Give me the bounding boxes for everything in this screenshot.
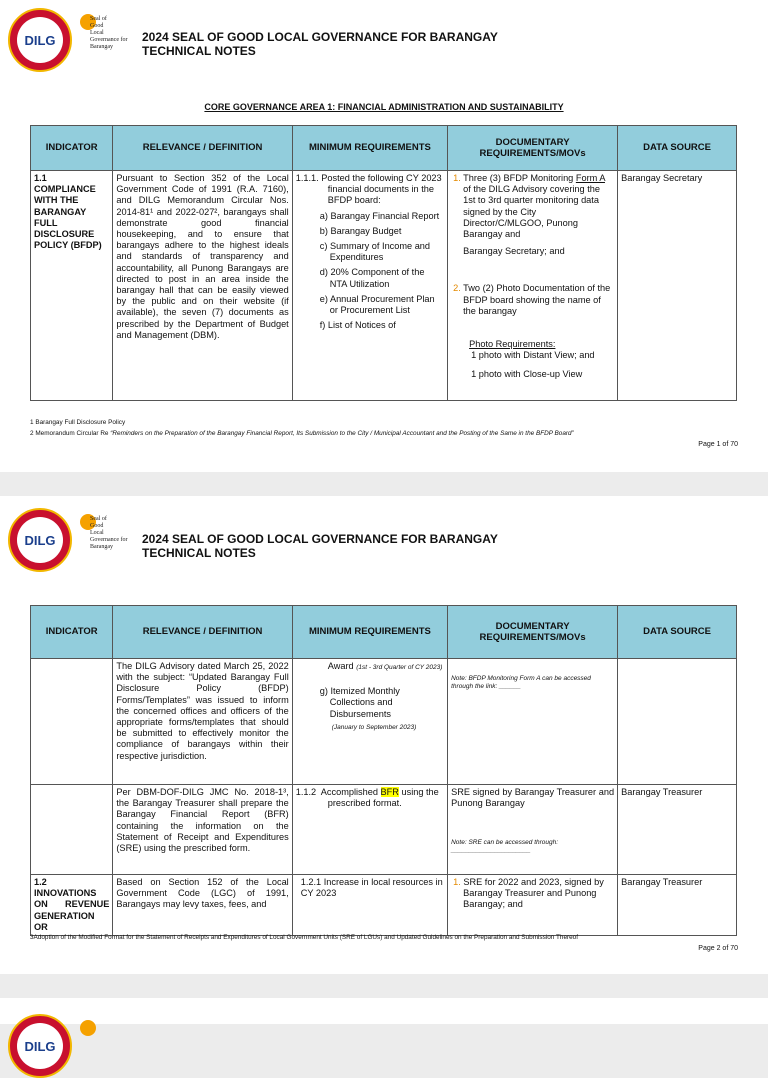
mov-cell: 1. Three (3) BFDP Monitoring Form A of the DILG Advisory covering the 1st to 3rd quarter monitoring data signed by the City Director/C/MLGOO, Punong Barangay and Barangay Secretary; and 2. Two (2) Photo Documentation of the BFDP board showing the name of the barangay Photo Requirements: 1 photo with Distant View; and 1 photo with Close-up View (448, 171, 618, 401)
table-row (31, 785, 737, 875)
col-header-relevance: RELEVANCE / DEFINITION (113, 126, 292, 171)
seal-line: Local (90, 30, 104, 36)
sglg-seal-logo (80, 10, 138, 66)
mov-cell: SRE signed by Barangay Treasurer and Punong Barangay Note: SRE can be accessed through: ______________________ (448, 785, 618, 875)
page-number: Page 1 of 70 (698, 441, 738, 448)
sglg-seal-logo (80, 1016, 138, 1072)
mov-cell: Note: BFDP Monitoring Form A can be accessed through the link: ______ (448, 659, 618, 785)
indicator-table (30, 605, 737, 936)
min-req-cell: Award (1st - 3rd Quarter of CY 2023) g) Itemized Monthly Collections and Disbursements (January to September 2023) (292, 659, 447, 785)
indicator-cell: 1.1 COMPLIANCE WITH THE BARANGAY FULL DISCLOSURE POLICY (BFDP) (31, 171, 113, 401)
min-req-item: b) Barangay Budget (319, 225, 402, 236)
data-source-cell: Barangay Treasurer (618, 785, 737, 875)
relevance-cell: The DILG Advisory dated March 25, 2022 with the subject: “Updated Barangay Full Disclosure Policy (BFDP) Forms/Templates” was issued to inform the concerned offices and officers of the appropriate forms/templates that should be submitted to effectively monitor the compliance of barangays within their respective jurisdiction. (113, 659, 292, 785)
dilg-logo-text: DILG (17, 1023, 63, 1069)
dilg-logo (8, 508, 72, 572)
relevance-cell: Pursuant to Section 352 of the Local Government Code of 1991 (R.A. 7160), and DILG Memorandum Circular Nos. 2014-81¹ and 2022-027², barangays shall demonstrate good financial housekeeping, and to ensure that barangays adhere to the highest ideals and standards of transparency and accountability, all Punong Barangays are directed to post in an area inside the barangay hall that can be easily viewed by the public and on their website (if available), the seven (7) documents as prescribed by the Department of Budget and Management (DBM). (113, 171, 292, 401)
min-req-cell: 1.1.1. Posted the following CY 2023 financial documents in the BFDP board: a) Barangay Financial Report b) Barangay Budget c) Summary of Income and Expenditures d) 20% Component of the NTA Utilization e) Annual Procurement Plan or Procurement List f) List of Notices of (292, 171, 447, 401)
sun-icon (80, 1020, 96, 1036)
min-req-cell: 1.2.1 Increase in local resources in CY 2023 (292, 875, 447, 936)
col-header-mov: DOCUMENTARY REQUIREMENTS/MOVs (448, 126, 618, 171)
seal-line: Governance for (90, 37, 128, 43)
min-req-item: d) 20% Component of the NTA Utilization (319, 267, 425, 289)
col-header-min-req: MINIMUM REQUIREMENTS (292, 126, 447, 171)
data-source-cell: Barangay Secretary (618, 171, 737, 401)
dilg-logo (8, 8, 72, 72)
min-req-item: e) Annual Procurement Plan or Procurement List (319, 293, 435, 316)
data-source-cell: Barangay Treasurer (618, 875, 737, 936)
governance-area-title: CORE GOVERNANCE AREA 1: FINANCIAL ADMINISTRATION AND SUSTAINABILITY (204, 102, 564, 112)
document-title: 2024 SEAL OF GOOD LOCAL GOVERNANCE FOR BARANGAY TECHNICAL NOTES (142, 30, 498, 58)
min-req-item: c) Summary of Income and Expenditures (319, 241, 431, 263)
sglg-seal-logo (80, 510, 138, 566)
seal-line: Governance for (90, 537, 128, 543)
footnote: 2 Memorandum Circular Re “Reminders on the Preparation of the Barangay Financial Report, Its Submission to the City / Municipal Accountant and the Posting of the Same in the BFDP Board” (30, 430, 574, 437)
table-header-row (31, 126, 737, 171)
seal-line: Local (90, 530, 104, 536)
indicator-table (30, 125, 737, 401)
col-header-indicator: INDICATOR (31, 126, 113, 171)
dilg-logo-text: DILG (17, 517, 63, 563)
table-row (31, 171, 737, 401)
footnote: 1 Barangay Full Disclosure Policy (30, 419, 126, 426)
seal-line: Seal of (90, 516, 107, 522)
seal-line: Barangay (90, 544, 113, 550)
dilg-logo-text: DILG (17, 17, 63, 63)
document-page-1 (0, 0, 768, 472)
relevance-cell: Per DBM-DOF-DILG JMC No. 2018-1³, the Barangay Treasurer shall prepare the Barangay Financial Report (BFR) containing the information on the Statement of Receipt and Expenditures (SRE) using the prescribed form. (113, 785, 292, 875)
col-header-min-req: MINIMUM REQUIREMENTS (292, 606, 447, 659)
table-row (31, 659, 737, 785)
seal-line: Good (90, 523, 104, 529)
min-req-item: a) Barangay Financial Report (319, 210, 440, 221)
footnote: 3Adoption of the Modified Format for the Statement of Receipts and Expenditures of Local Government Units (SRE of LGUs) and Updated Guidelines on the Preparation and Submission Thereof (30, 934, 579, 941)
seal-line: Good (90, 23, 104, 29)
min-req-cell: 1.1.2 Accomplished BFR using the prescribed format. (292, 785, 447, 875)
col-header-mov: DOCUMENTARY REQUIREMENTS/MOVs (448, 606, 618, 659)
seal-line: Barangay (90, 44, 113, 50)
col-header-source: DATA SOURCE (618, 606, 737, 659)
table-header-row (31, 606, 737, 659)
indicator-cell: 1.2 INNOVATIONS ON REVENUE GENERATION OR (31, 875, 113, 936)
document-page-3 (0, 998, 768, 1054)
col-header-source: DATA SOURCE (618, 126, 737, 171)
min-req-item: f) List of Notices of (319, 320, 396, 331)
col-header-relevance: RELEVANCE / DEFINITION (113, 606, 292, 659)
mov-cell: 1. SRE for 2022 and 2023, signed by Barangay Treasurer and Punong Barangay; and (448, 875, 618, 936)
seal-line: Seal of (90, 16, 107, 22)
col-header-indicator: INDICATOR (31, 606, 113, 659)
document-page-2 (0, 496, 768, 974)
relevance-cell: Based on Section 152 of the Local Government Code (LGC) of 1991, Barangays may levy taxes, fees, and (113, 875, 292, 936)
page-number: Page 2 of 70 (698, 945, 738, 952)
document-title: 2024 SEAL OF GOOD LOCAL GOVERNANCE FOR BARANGAY TECHNICAL NOTES (142, 532, 498, 560)
table-row (31, 875, 737, 936)
